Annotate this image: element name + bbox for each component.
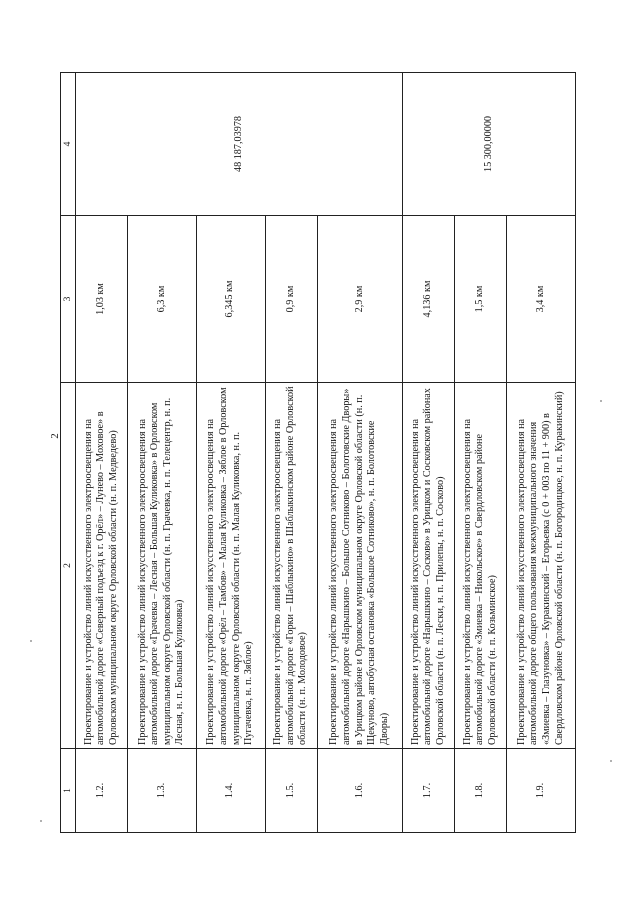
scan-speck xyxy=(30,640,32,642)
scan-speck xyxy=(40,820,42,822)
row-description: Проектирование и устройство линий искусственного электроосвещения на автомобильной дороге «Нарышкино – Большое Сотниково – Болотовские Дворы» в Урицком районе и Орловском муниципальном округе Орловской области (н. п. Щекуново, автобусная остановка «Большое Сотниково», н. п. Болотовские Дворы) xyxy=(317,383,403,749)
row-length: 1,03 км xyxy=(76,216,128,383)
row-description: Проектирование и устройство линий искусственного электроосвещения на автомобильной дороге общего пользования межмуниципального значения «Змиевка – Глазуновка» – Куракинский – Егорьевка (с 0 + 003 по 11 + 900) в Свердловском районе Орловской области (н. п. Богородицкое, н. п. Куракинский) xyxy=(507,383,576,749)
header-col-1: 1 xyxy=(61,749,76,833)
row-length: 4,136 км xyxy=(403,216,455,383)
rotated-table-container xyxy=(60,73,576,833)
row-number: 1.4. xyxy=(196,749,265,833)
row-description: Проектирование и устройство линий искусственного электроосвещения на автомобильной дороге «Горки – Шаблыкино» в Шаблыкинском районе Орловской области (н. п. Молодовое) xyxy=(265,383,317,749)
data-table xyxy=(60,72,576,833)
row-length: 6,345 км xyxy=(196,216,265,383)
row-description: Проектирование и устройство линий искусственного электроосвещения на автомобильной дороге «Грачевка – Лесная – Большая Куликовка» в Орловском муниципальном округе Орловской области (н. п. Грачевка, н. п. Телецентр, н. п. Лесная, н. п. Большая Куликовка) xyxy=(127,383,196,749)
header-col-2: 2 xyxy=(61,383,76,749)
row-length: 1,5 км xyxy=(455,216,507,383)
header-col-3: 3 xyxy=(61,216,76,383)
table-row xyxy=(76,73,128,833)
row-number: 1.7. xyxy=(403,749,455,833)
row-length: 0,9 км xyxy=(265,216,317,383)
row-number: 1.3. xyxy=(127,749,196,833)
row-length: 6,3 км xyxy=(127,216,196,383)
header-col-4: 4 xyxy=(61,73,76,216)
row-length: 3,4 км xyxy=(507,216,576,383)
page-number: 2 xyxy=(49,433,61,439)
table-row xyxy=(403,73,455,833)
row-number: 1.8. xyxy=(455,749,507,833)
row-description: Проектирование и устройство линий искусственного электроосвещения на автомобильной дороге «Нарышкино – Сосково» в Урицком и Сосковском районах Орловской области (н. п. Лески, н. п. Прилепы, н. п. Сосково) xyxy=(403,383,455,749)
row-number: 1.2. xyxy=(76,749,128,833)
row-sum: 15 300,00000 xyxy=(403,73,576,216)
row-number: 1.6. xyxy=(317,749,403,833)
row-length: 2,9 км xyxy=(317,216,403,383)
scan-speck xyxy=(600,400,602,402)
row-sum: 48 187,03978 xyxy=(76,73,403,216)
row-number: 1.9. xyxy=(507,749,576,833)
row-description: Проектирование и устройство линий искусственного электроосвещения на автомобильной дороге «Северный подъезд к г. Орёл» – Лунево – Моховое» в Орловском муниципальном округе Орловской области (н. п. Медведево) xyxy=(76,383,128,749)
scan-speck xyxy=(610,760,612,762)
row-number: 1.5. xyxy=(265,749,317,833)
header-row xyxy=(61,73,76,833)
row-description: Проектирование и устройство линий искусственного электроосвещения на автомобильной дороге «Змиевка – Никольское» в Свердловском районе Орловской области (н. п. Козьминское) xyxy=(455,383,507,749)
row-description: Проектирование и устройство линий искусственного электроосвещения на автомобильной дороге «Орёл – Тамбов» – Малая Куликовка – Зяблое в Орловском муниципальном округе Орловской области (н. п. Малая Куликовка, н. п. Пугачевка, н. п. Зяблое) xyxy=(196,383,265,749)
